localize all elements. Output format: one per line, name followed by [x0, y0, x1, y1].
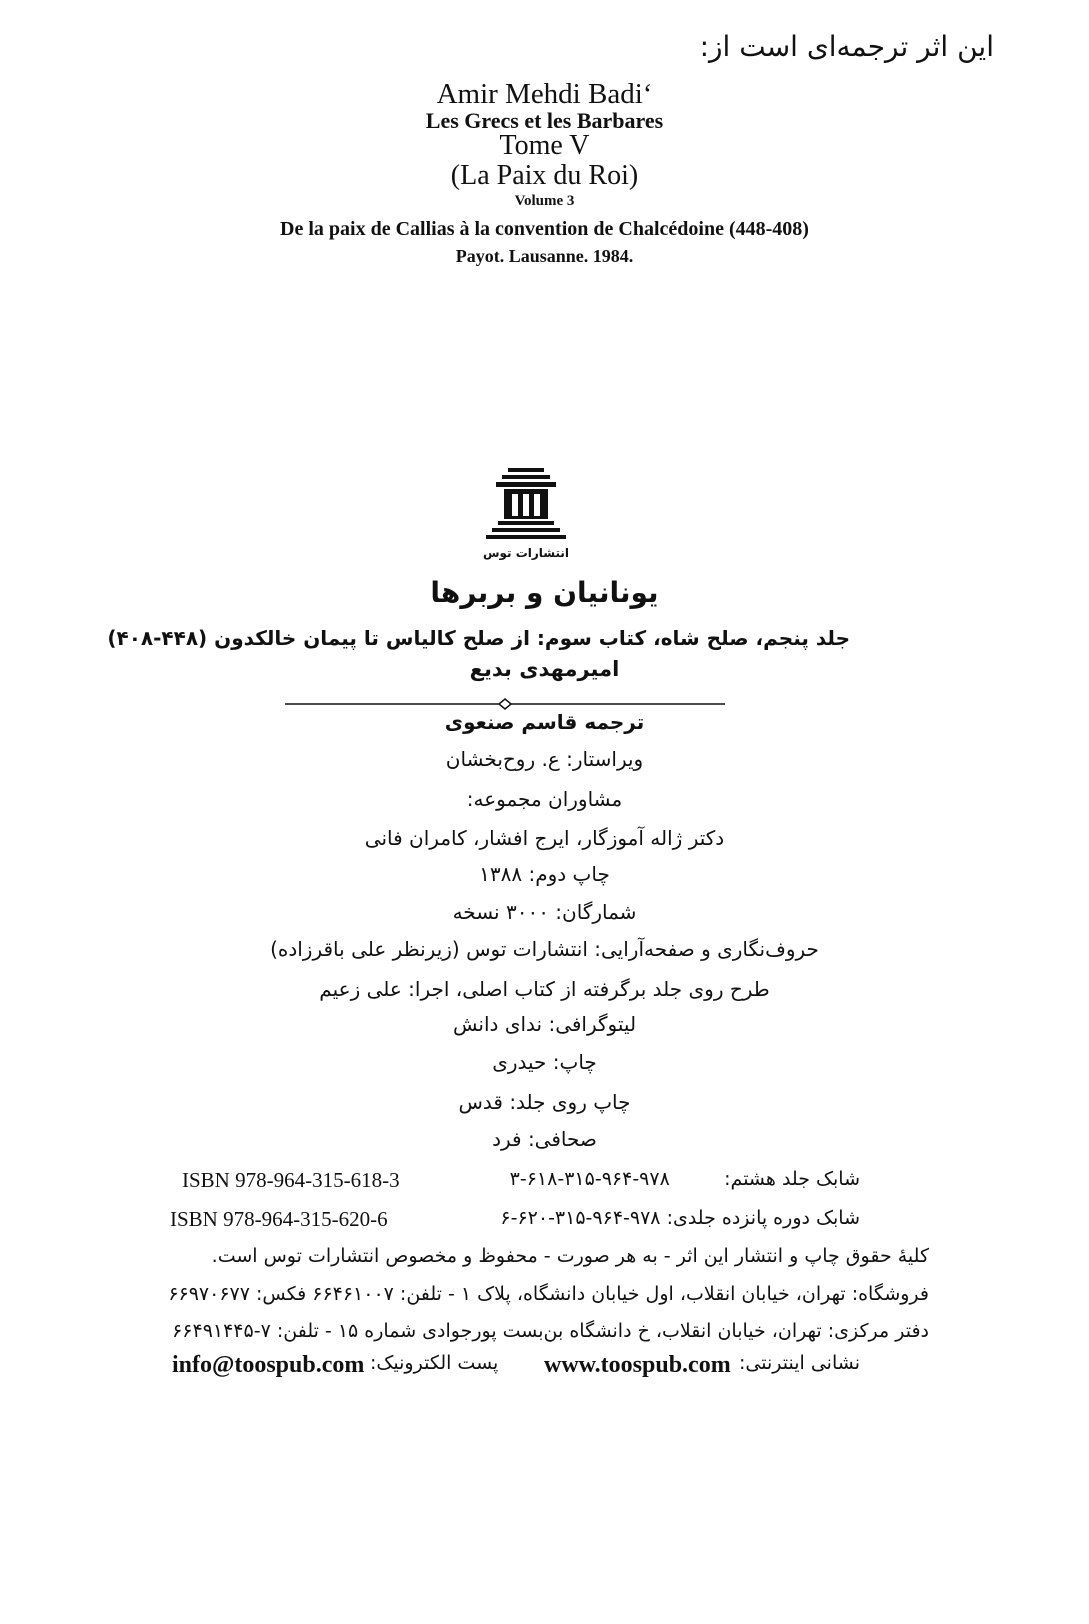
typesetting: حروف‌نگاری و صفحه‌آرایی: انتشارات توس (زیرنظر علی باقرزاده)	[270, 937, 819, 961]
cover-printing: چاپ روی جلد: قدس	[458, 1090, 631, 1114]
print-run: شمارگان: ۳۰۰۰ نسخه	[452, 900, 637, 924]
original-range: De la paix de Callias à la convention de Chalcédoine (448-408)	[280, 218, 809, 240]
isbn-set-row	[170, 1207, 860, 1237]
website-link[interactable]: www.toospub.com	[544, 1352, 731, 1378]
translator: ترجمه قاسم صنعوی	[444, 710, 645, 734]
isbn-volume-row	[170, 1168, 860, 1198]
email-link[interactable]: info@toospub.com	[172, 1352, 365, 1378]
cover-design: طرح روی جلد برگرفته از کتاب اصلی، اجرا: علی زعیم	[319, 977, 770, 1001]
ornamental-divider	[285, 698, 725, 710]
original-author: Amir Mehdi Badi‘	[436, 78, 653, 110]
original-series-title: Les Grecs et les Barbares	[425, 108, 664, 133]
original-tome: Tome V	[499, 130, 590, 161]
isbn-set-latin: ISBN 978-964-315-620-6	[170, 1207, 388, 1231]
original-subtitle: (La Paix du Roi)	[450, 160, 639, 191]
advisors: دکتر ژاله آموزگار، ایرج افشار، کامران فانی	[364, 826, 725, 850]
website-label: نشانی اینترنتی:	[739, 1352, 860, 1374]
isbn-volume-latin: ISBN 978-964-315-618-3	[182, 1168, 400, 1192]
copyright-notice: کلیهٔ حقوق چاپ و انتشار این اثر - به هر صورت - محفوظ و مخصوص انتشارات توس است.	[211, 1245, 929, 1267]
lithography: لیتوگرافی: ندای دانش	[452, 1012, 637, 1036]
isbn-set-persian: شابک دوره پانزده جلدی: ۹۷۸-۹۶۴-۳۱۵-۶۲۰-۶	[500, 1207, 860, 1229]
edition: چاپ دوم: ۱۳۸۸	[479, 862, 610, 886]
office-address: دفتر مرکزی: تهران، خیابان انقلاب، خ دانشگاه بن‌بست پورجوادی شماره ۱۵ - تلفن: ۷-۶۶۴۹۱۴۴۵	[172, 1320, 929, 1342]
editor: ویراستار: ع. روح‌بخشان	[445, 747, 644, 771]
persian-title: یونانیان و بربرها	[430, 576, 659, 609]
persian-author: امیرمهدی بدیع	[469, 657, 620, 681]
advisors-label: مشاوران مجموعه:	[466, 787, 623, 811]
isbn-volume-persian: شابک جلد هشتم: ۹۷۸-۹۶۴-۳۱۵-۶۱۸-۳	[509, 1168, 860, 1190]
translation-source-note: این اثر ترجمه‌ای است از:	[699, 30, 994, 63]
publisher-temple-logo-icon	[478, 466, 574, 562]
original-volume: Volume 3	[514, 193, 575, 209]
email-label: پست الکترونیک:	[370, 1352, 499, 1374]
binding: صحافی: فرد	[492, 1127, 597, 1151]
printing: چاپ: حیدری	[492, 1050, 597, 1074]
persian-subtitle: جلد پنجم، صلح شاه، کتاب سوم: از صلح کالیاس تا پیمان خالکدون (۴۴۸-۴۰۸)	[107, 626, 850, 650]
store-address: فروشگاه: تهران، خیابان انقلاب، اول خیابان دانشگاه، پلاک ۱ - تلفن: ۶۶۴۶۱۰۰۷ فکس: ۶۶۹۷۰۶۷۷	[168, 1283, 929, 1305]
contact-row	[170, 1352, 860, 1386]
original-publisher: Payot. Lausanne. 1984.	[455, 246, 634, 266]
svg-text:انتشارات توس: انتشارات توس	[482, 546, 570, 560]
